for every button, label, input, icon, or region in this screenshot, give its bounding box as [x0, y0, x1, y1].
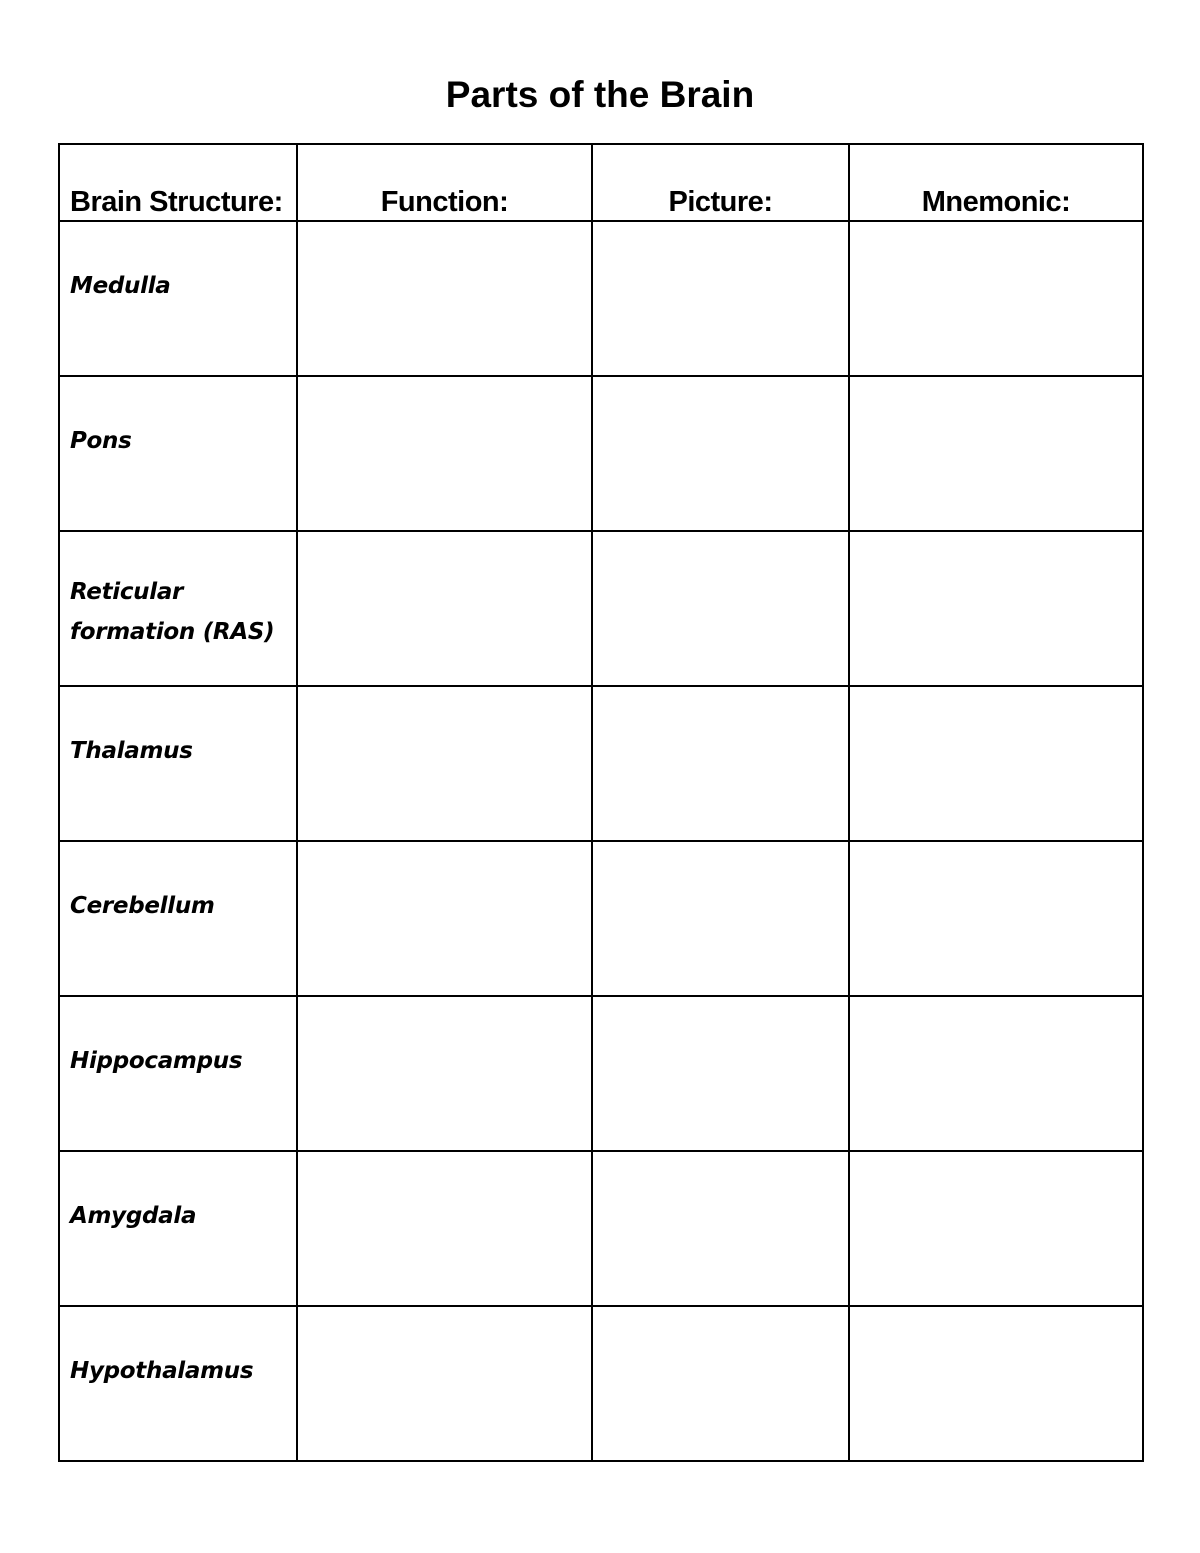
table-row	[59, 531, 1143, 686]
header-mnemonic: Mnemonic:	[849, 144, 1143, 221]
structure-cell-hippocampus: Hippocampus	[59, 996, 297, 1151]
header-picture: Picture:	[592, 144, 849, 221]
picture-cell[interactable]	[592, 841, 849, 996]
function-cell[interactable]	[297, 221, 592, 376]
picture-cell[interactable]	[592, 686, 849, 841]
picture-cell[interactable]	[592, 531, 849, 686]
mnemonic-cell[interactable]	[849, 996, 1143, 1151]
page-title: Parts of the Brain	[445, 74, 755, 115]
function-cell[interactable]	[297, 686, 592, 841]
table-header-row	[59, 144, 1143, 221]
structure-cell-thalamus: Thalamus	[59, 686, 297, 841]
table-row	[59, 686, 1143, 841]
table-row	[59, 376, 1143, 531]
picture-cell[interactable]	[592, 221, 849, 376]
picture-cell[interactable]	[592, 996, 849, 1151]
table-row	[59, 996, 1143, 1151]
picture-cell[interactable]	[592, 1306, 849, 1461]
structure-cell-pons: Pons	[59, 376, 297, 531]
function-cell[interactable]	[297, 531, 592, 686]
picture-cell[interactable]	[592, 1151, 849, 1306]
mnemonic-cell[interactable]	[849, 1306, 1143, 1461]
picture-cell[interactable]	[592, 376, 849, 531]
mnemonic-cell[interactable]	[849, 841, 1143, 996]
brain-structures-table	[58, 143, 1144, 1462]
mnemonic-cell[interactable]	[849, 376, 1143, 531]
header-function: Function:	[297, 144, 592, 221]
mnemonic-cell[interactable]	[849, 686, 1143, 841]
table-row	[59, 221, 1143, 376]
structure-cell-reticular-formation: Reticular formation (RAS)	[59, 531, 297, 686]
structure-cell-medulla: Medulla	[59, 221, 297, 376]
function-cell[interactable]	[297, 376, 592, 531]
table-row	[59, 1306, 1143, 1461]
function-cell[interactable]	[297, 841, 592, 996]
mnemonic-cell[interactable]	[849, 221, 1143, 376]
header-brain-structure: Brain Structure:	[59, 144, 297, 221]
structure-cell-hypothalamus: Hypothalamus	[59, 1306, 297, 1461]
function-cell[interactable]	[297, 996, 592, 1151]
function-cell[interactable]	[297, 1151, 592, 1306]
mnemonic-cell[interactable]	[849, 531, 1143, 686]
structure-cell-cerebellum: Cerebellum	[59, 841, 297, 996]
structure-cell-amygdala: Amygdala	[59, 1151, 297, 1306]
function-cell[interactable]	[297, 1306, 592, 1461]
table-row	[59, 841, 1143, 996]
mnemonic-cell[interactable]	[849, 1151, 1143, 1306]
table-row	[59, 1151, 1143, 1306]
